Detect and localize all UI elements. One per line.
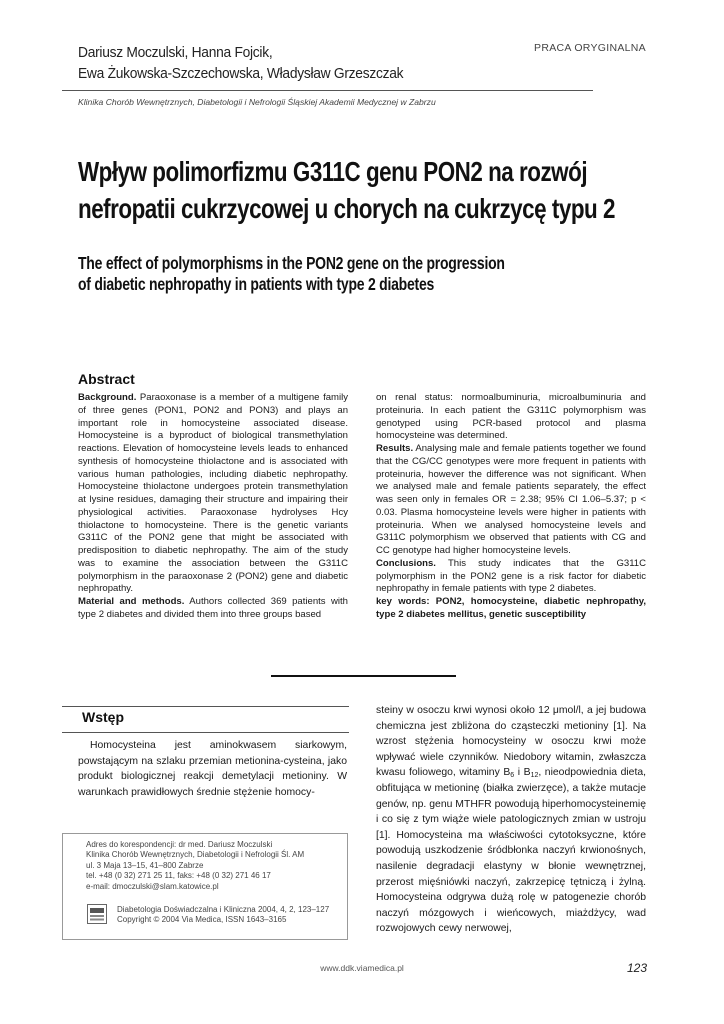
intro-column-left (78, 738, 347, 800)
copyright-notice: Copyright © 2004 Via Medica, ISSN 1643–3165 (117, 915, 287, 925)
intro-paragraph-continued: steiny w osoczu krwi wynosi około 12 μmol/l, a jej budowa chemiczna jest zbliżona do cząsteczki metioniny [1]. Na wzrost stężenia homocysteiny w osoczu krwi może wpływać wiele czynników. Niedobory witamin, zwłaszcza kwasu foliowego, witaminy $B_6$ i $B_{12}$, nieodpowiednia dieta, obfitująca w metioninę (białka zwierzęce), a także mutacje genów, np. genu MTHFR powodują hiperhomocysteinemię i co się z tym wiąże wiele patologicznych zmian w ustroju [1]. Homocysteina ma właściwości cytotoksyczne, które powodują uszkodzenie śródbłonka naczyń krwionośnych, nasilenie degradacji elastyny w błonie wewnętrznej, przerost mięśniówki naczyń, zakrzepicę tętniczą i żylną. Homocysteina odgrywa dużą rolę w patogenezie chorób naczyń mózgowych i wieńcowych, miażdżycy, wad rozwojowych cewy nerwowej, (376, 705, 647, 935)
title-polish-line-1: Wpływ polimorfizmu G311C genu PON2 na rozwój (78, 156, 588, 187)
authors-line-2: Ewa Żukowska-Szczechowska, Władysław Grzeszczak (78, 65, 404, 82)
intro-heading: Wstęp (82, 709, 124, 725)
methods-label: Material and methods. (78, 596, 185, 607)
results-label: Results. (376, 443, 414, 454)
via-medica-logo-icon (87, 904, 107, 924)
title-english-line-1: The effect of polymorphisms in the PON2 gene on the progression (78, 253, 505, 273)
conclusions-text: This study indicates that the G311C polymorphism in the PON2 gene is a risk factor for diabetic nephropathy in female patients with type 2 diabetes. (376, 557, 646, 595)
header-rule (62, 90, 593, 91)
title-english-line-2: of diabetic nephropathy in patients with type 2 diabetes (78, 274, 435, 294)
intro-paragraph-1: Homocysteina jest aminokwasem siarkowym, powstającym na szlaku przemian metionina-cysteina, jako produkt biologicznej reakcji demetylacji metioniny. W warunkach prawidłowych średnie stężenie homocy- (78, 740, 347, 798)
results-text: Analysing male and female patients together we found that the CG/CC genotypes were more frequent in patients with proteinuria, however the difference was not significant. When we analysed male and female patients separately, the effect was seen only in females OR = 2.38; 95% CI 1.06–5.37; p < 0.03. Plasma homocysteine levels were higher in patients with proteinuria. When we analysed homocysteine levels and G311C polymorphism we observed that patients with CG and CC genotype had higher homocysteine levels. (376, 443, 646, 556)
title-polish (78, 153, 615, 227)
title-english (78, 253, 558, 295)
affiliation: Klinika Chorób Wewnętrznych, Diabetologii i Nefrologii Śląskiej Akademii Medycznej w Zabrzu (78, 97, 436, 107)
correspondence-email: e-mail: dmoczulski@slam.katowice.pl (86, 881, 219, 891)
abstract-heading: Abstract (78, 371, 135, 387)
title-polish-line-2: nefropatii cukrzycowej u chorych na cukrzycę typu 2 (78, 193, 615, 224)
correspondence-line-2: Klinika Chorób Wewnętrznych, Diabetologii i Nefrologii Śl. AM (86, 850, 305, 860)
journal-reference: Diabetologia Doświadczalna i Kliniczna 2004, 4, 2, 123–127 (117, 905, 330, 914)
background-label: Background. (78, 392, 137, 403)
correspondence-line-1: Adres do korespondencji: dr med. Dariusz Moczulski (86, 840, 273, 849)
abstract-results (376, 443, 646, 558)
section-divider (271, 675, 456, 677)
methods-text: Authors collected 369 patients with type 2 diabetes and divided them into three groups based (78, 596, 348, 620)
abstract-column-left (78, 392, 348, 622)
abstract-background (78, 392, 348, 596)
correspondence-line-4: tel. +48 (0 32) 271 25 11, faks: +48 (0 32) 271 46 17 (86, 871, 271, 881)
conclusions-label: Conclusions. (376, 557, 436, 569)
background-text: Paraoxonase is a member of a multigene family of three genes (PON1, PON2 and PON3) and plays an important role in homocysteine associated disease. Homocysteine is a byproduct of biological transmethylation reactions. Elevation of homocysteine levels leads to enhanced synthesis of homocysteine thiolactone and is associated with various human pathologies, including diabetic nephropathy. Homocysteine thiolactone undergoes protein transmethylation at lysine residues, damaging their structure and impairing their physiological activities. Paraoxonase hydrolyses Hcy thiolactone to homocysteine. There is the genetic variants G311C of the PON2 gene that might be associated with predisposition to diabetic nephropathy. The aim of the study was to examine the association between the G311C polymorphism in the paraoxonase 2 (PON2) gene and diabetic nephropathy. (78, 392, 348, 595)
abstract-conclusions (376, 558, 646, 596)
abstract-keywords (376, 596, 646, 622)
abstract-methods (78, 596, 348, 622)
authors-line-1: Dariusz Moczulski, Hanna Fojcik, (78, 44, 273, 61)
article-category: PRACA ORYGINALNA (534, 42, 646, 54)
journal-citation (117, 905, 337, 926)
author-list (78, 42, 474, 84)
methods-text-continued: on renal status: normoalbuminuria, microalbuminuria and proteinuria. In each patient the G311C polymorphism was genotyped using PCR-based protocol and plasma homocysteine was determined. (376, 392, 646, 442)
footer-url: www.ddk.viamedica.pl (320, 963, 404, 973)
abstract-methods-continued (376, 392, 646, 443)
keywords-text: key words: PON2, homocysteine, diabetic nephropathy, type 2 diabetes mellitus, genetic susceptibility (376, 596, 646, 620)
correspondence-line-3: ul. 3 Maja 13–15, 41–800 Zabrze (86, 860, 204, 870)
abstract-column-right (376, 392, 646, 622)
page-number: 123 (626, 961, 647, 975)
intro-column-right (376, 703, 646, 937)
correspondence-address (86, 840, 336, 892)
